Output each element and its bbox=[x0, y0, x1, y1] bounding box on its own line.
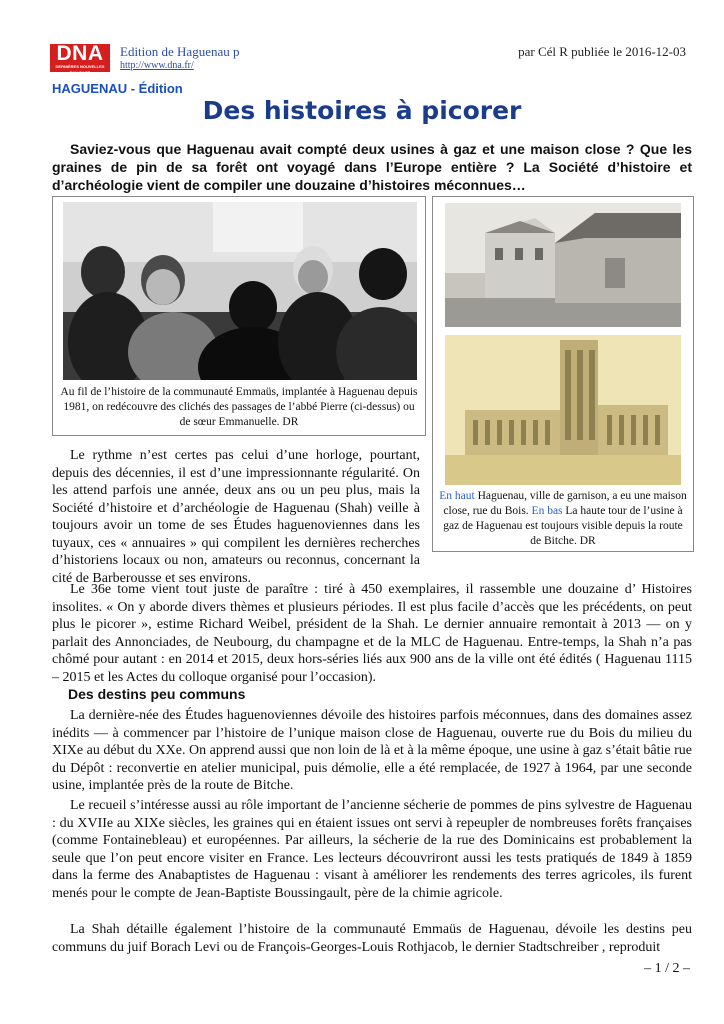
paragraph-4: Le recueil s’intéresse aussi au rôle important de l’ancienne sécherie de pommes de pins sylvestre de Haguenau : du XVIIe au XIXe siècles, les graines qui en étaient issues ont servi à repeupler de nombreuses forêts françaises (comme Fontainebleau) et européennes. Par ailleurs, la sécherie de la rue des Dominicains est probablement la seule que l’on peut encore visiter en France. Les lecteurs découvriront aussi les tests pratiqués de 1849 à 1859 dans la ferme des Anabaptistes de Haguenau : visant à améliorer les rendements des terres agricoles, ils furent menés pour le compte de Jean-Baptiste Boussingault, père de la chimie agricole. bbox=[52, 798, 692, 901]
dna-logo bbox=[50, 42, 110, 75]
photo-usine-a-gaz bbox=[445, 335, 681, 485]
paragraph-2: Le 36e tome vient tout juste de paraître : tiré à 450 exemplaires, il rassemble une douzaine d’ Histoires insolites. « On y aborde divers thèmes et plusieurs périodes. Il est plus facile d’accès que les précédents, on peut plus le picorer », estime Richard Weibel, président de la Shah. Le dernier annuaire remontait à 2013 — on y parlait des Annonciades, de Neubourg, du champagne et de la MLC de Haguenau. Entre-temps, la Shah n’a pas chômé pour autant : en 2014 et 2015, deux hors-séries liés aux 900 ans de la ville ont été édités ( Haguenau 1115 – 2015 et les Actes du colloque organisé pour l’occasion). bbox=[52, 582, 692, 685]
photo-maison-close bbox=[445, 203, 681, 327]
subheading: Des destins peu communs bbox=[68, 686, 246, 702]
logo-text: DNA bbox=[56, 42, 104, 65]
caption-top-text: Haguenau, ville de garnison, a eu une maison close, rue du Bois. bbox=[443, 490, 687, 517]
edition-label: Edition de Haguenau p bbox=[120, 44, 240, 59]
caption-bottom-text: La haute tour de l’usine à gaz de Haguenau est toujours visible depuis la route de Bitche. DR bbox=[443, 505, 683, 547]
figure1-caption: Au fil de l’histoire de la communauté Emmaüs, implantée à Haguenau depuis 1981, on redécouvre des clichés des passages de l’abbé Pierre (ci-dessus) ou de sœur Emmanuelle. DR bbox=[60, 386, 418, 428]
figure2-caption bbox=[439, 489, 687, 549]
page-number: – 1 / 2 – bbox=[644, 961, 690, 976]
photo-abbe-pierre bbox=[63, 202, 417, 380]
source-link[interactable]: http://www.dna.fr/ bbox=[120, 60, 194, 71]
article-lede: Saviez-vous que Haguenau avait compté deux usines à gaz et une maison close ? Que les graines de pin de sa forêt ont voyagé dans l’Europe entière ? La Société d’histoire et d’archéologie vient de compiler une douzaine d’histoires méconnues… bbox=[52, 141, 692, 193]
caption-top-marker: En haut bbox=[439, 490, 475, 502]
logo-subtitle: DERNIÈRES NOUVELLES D'ALSACE bbox=[55, 64, 105, 75]
paragraph-3: La dernière-née des Études haguenoviennes dévoile des histoires parfois méconnues, dans des domaines assez inédits — à commencer par l’histoire de l’unique maison close de Haguenau, ouverte rue du Bois du milieu du XIXe au début du XXe. On apprend aussi que non loin de là et à la même époque, une usine à gaz s’était bâtie rue du Dépôt : reconvertie en atelier municipal, puis démolie, elle a été remplacée, de 1927 à 1964, par une seconde usine, implantée près de la route de Bitche. bbox=[52, 708, 692, 793]
figure-emmaus bbox=[52, 196, 426, 436]
paragraph-5: La Shah détaille également l’histoire de la communauté Emmaüs de Haguenau, dévoile les destins peu communs du juif Borach Levi ou de François-Georges-Louis Rothjacob, le dernier Stadtschreiber , reproduit bbox=[52, 922, 692, 955]
section-label: HAGUENAU - Édition bbox=[52, 81, 183, 96]
paragraph-1: Le rythme n’est certes pas celui d’une horloge, pourtant, depuis des décennies, il est d’une impressionnante régularité. On les attend parfois une année, deux ans ou un peu plus, mais la Société d’histoire et d’archéologie de Haguenau (Shah) veille à toujours avoir un tome de ses Études haguenoviennes dans les tuyaux, ces « annuaires » qui compilent les dernières recherches d’historiens locaux ou non, amateurs ou reconnus, concernant la cité de Barberousse et ses environs. bbox=[52, 448, 420, 586]
figure-haguenau-buildings bbox=[432, 196, 694, 552]
article-title: Des histoires à picorer bbox=[202, 96, 522, 125]
byline: par Cél R publiée le 2016-12-03 bbox=[518, 44, 686, 59]
caption-bottom-marker: En bas bbox=[531, 505, 563, 517]
